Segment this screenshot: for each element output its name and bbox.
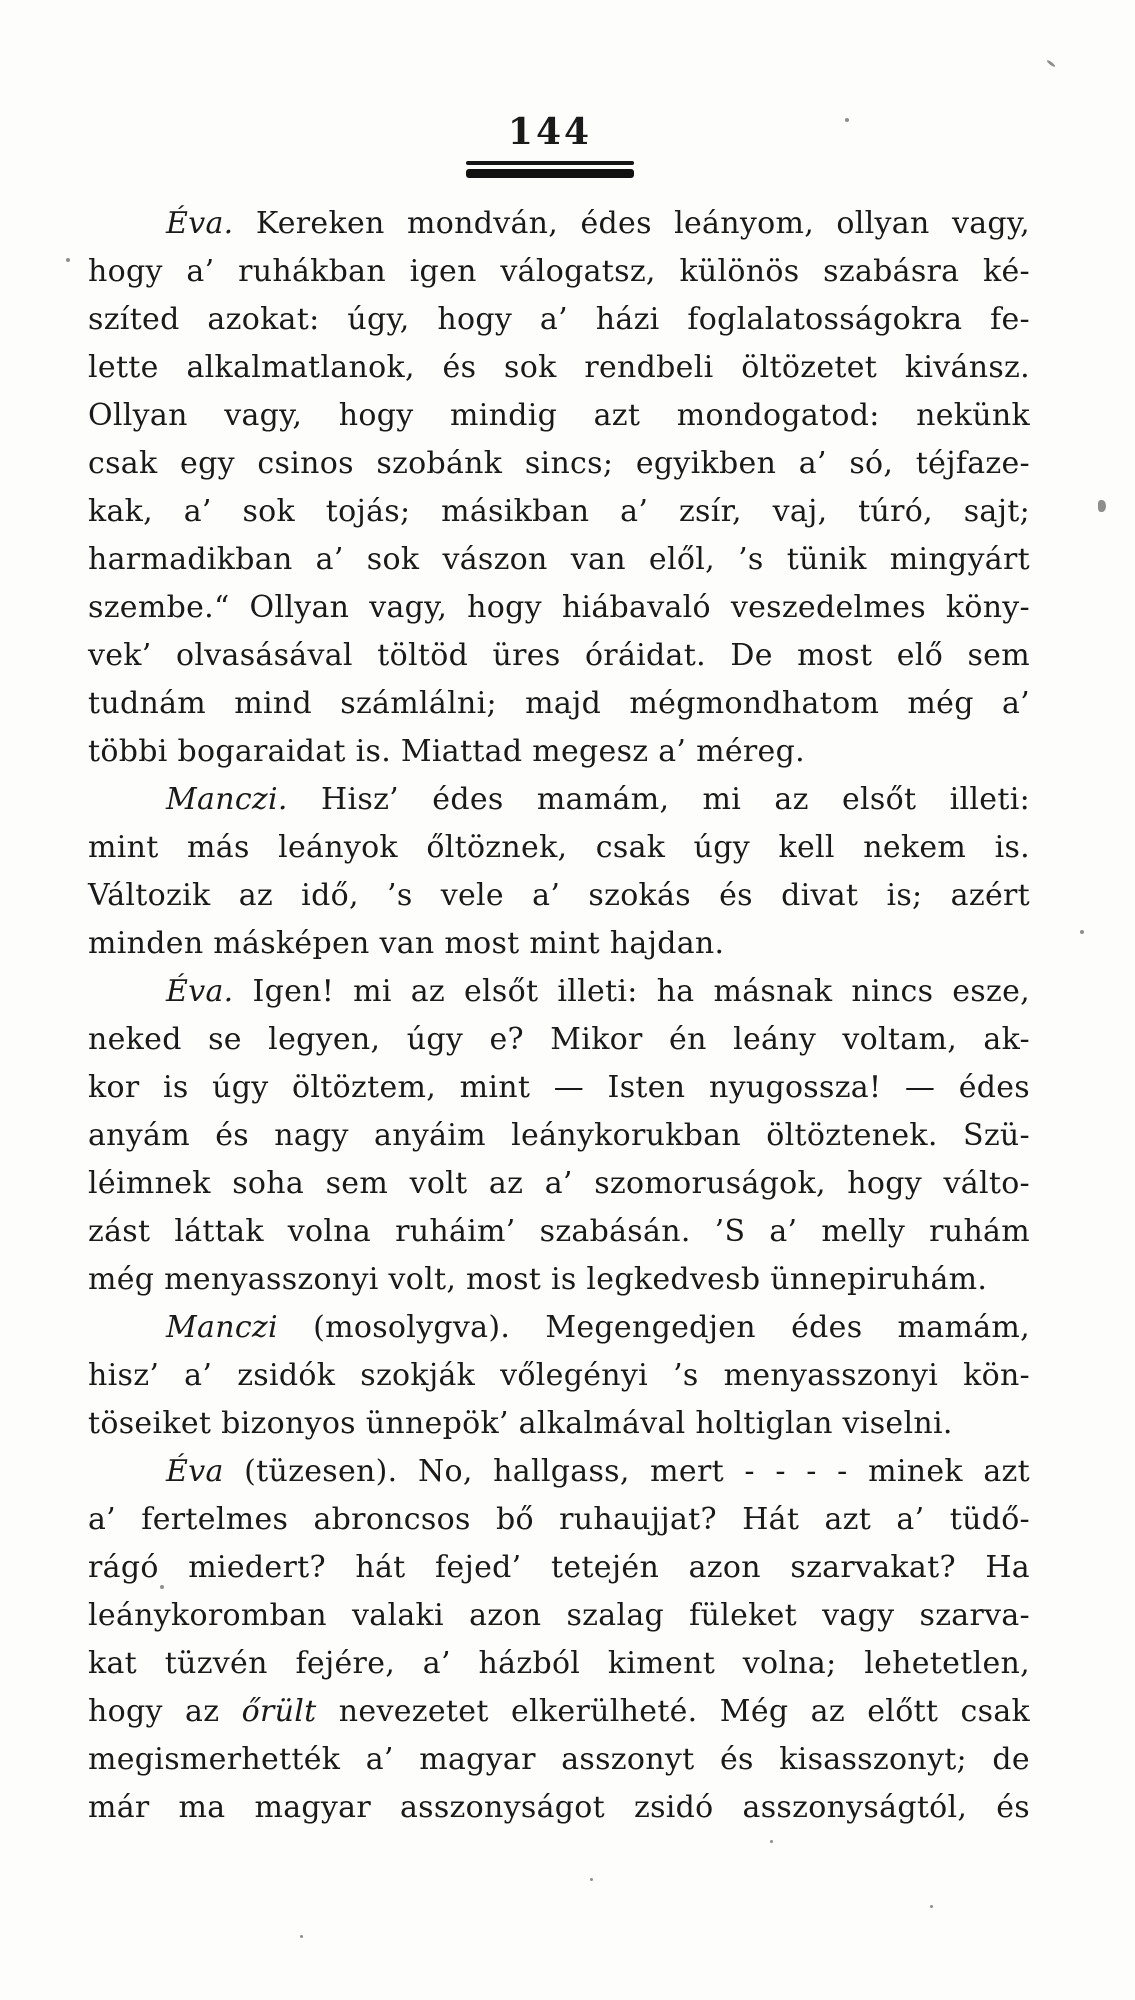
text-line [88, 1784, 1030, 1832]
body-text: zást láttak volna ruháim’ szabásán. ’S a’ melly ruhám [88, 1214, 1030, 1249]
text-line [88, 968, 1030, 1016]
body-text: léimnek soha sem volt az a’ szomoruságok, hogy válto- [88, 1166, 1030, 1201]
text-line [88, 1736, 1030, 1784]
text-line [88, 296, 1030, 344]
text-line [88, 248, 1030, 296]
scan-speck [770, 1840, 773, 1843]
text-line [88, 1064, 1030, 1112]
text-line [88, 344, 1030, 392]
body-text: (tüzesen). No, hallgass, mert - - - - minek azt [223, 1454, 1030, 1489]
scan-speck [1046, 59, 1056, 68]
text-line [88, 488, 1030, 536]
text-line [88, 1640, 1030, 1688]
text-line [88, 1208, 1030, 1256]
page-header [0, 112, 1100, 182]
text-line [88, 1016, 1030, 1064]
scan-speck [845, 118, 849, 122]
body-text: szembe.“ Ollyan vagy, hogy hiábavaló veszedelmes köny- [88, 590, 1030, 625]
text-line [88, 1592, 1030, 1640]
header-rule [466, 161, 634, 178]
body-text: kor is úgy öltöztem, mint — Isten nyugossza! — édes [88, 1070, 1030, 1105]
text-line [88, 1400, 1030, 1448]
text-line [88, 200, 1030, 248]
body-text: Igen! mi az elsőt illeti: ha másnak nincs esze, [233, 974, 1030, 1009]
page-number: 144 [507, 111, 593, 153]
body-text: hogy a’ ruhákban igen válogatsz, különös szabásra ké- [88, 254, 1030, 289]
text-line [88, 776, 1030, 824]
body-text: vek’ olvasásával töltöd üres óráidat. De most elő sem [88, 638, 1030, 673]
text-line [88, 1160, 1030, 1208]
body-text: rágó miedert? hát fejed’ tetején azon szarvakat? Ha [88, 1550, 1030, 1585]
body-text: hisz’ a’ zsidók szokják vőlegényi ’s menyasszonyi kön- [88, 1358, 1030, 1393]
body-text: még menyasszonyi volt, most is legkedvesb ünnepiruhám. [88, 1262, 988, 1297]
body-text: minden másképen van most mint hajdan. [88, 926, 725, 961]
text-line [88, 1112, 1030, 1160]
body-text: töseiket bizonyos ünnepök’ alkalmával holtiglan viselni. [88, 1406, 953, 1441]
body-text: Változik az idő, ’s vele a’ szokás és divat is; azért [88, 878, 1030, 913]
body-text: Hisz’ édes mamám, mi az elsőt illeti: [287, 782, 1030, 817]
italic-text: Manczi [166, 1310, 278, 1345]
body-text: megismerhették a’ magyar asszonyt és kisasszonyt; de [88, 1742, 1030, 1777]
body-text: lette alkalmatlanok, és sok rendbeli öltözetet kivánsz. [88, 350, 1030, 385]
header-rule-thick-bar [466, 169, 634, 178]
scan-speck [300, 1935, 303, 1938]
scan-speck [160, 1585, 164, 1589]
text-line [88, 392, 1030, 440]
header-rule-thin-bar [466, 161, 634, 165]
text-line [88, 1304, 1030, 1352]
text-line [88, 1544, 1030, 1592]
body-text: csak egy csinos szobánk sincs; egyikben a’ só, téjfaze- [88, 446, 1030, 481]
text-line [88, 872, 1030, 920]
body-text: hogy az [88, 1694, 242, 1729]
italic-text: Éva. [166, 974, 234, 1009]
italic-text: Manczi. [166, 782, 288, 817]
body-text: harmadikban a’ sok vászon van elől, ’s tünik mingyárt [88, 542, 1030, 577]
text-line [88, 536, 1030, 584]
scan-speck [1098, 500, 1106, 512]
body-text: anyám és nagy anyáim leánykorukban öltöztenek. Szü- [88, 1118, 1030, 1153]
text-line [88, 584, 1030, 632]
body-text: nevezetet elkerülheté. Még az előtt csak [316, 1694, 1031, 1729]
scan-speck [1080, 930, 1084, 934]
body-text: már ma magyar asszonyságot zsidó asszonyságtól, és [88, 1790, 1030, 1825]
body-text: többi bogaraidat is. Miattad megesz a’ méreg. [88, 734, 805, 769]
text-line [88, 1448, 1030, 1496]
text-line [88, 440, 1030, 488]
body-text: (mosolygva). Megengedjen édes mamám, [277, 1310, 1030, 1345]
body-text: Kereken mondván, édes leányom, ollyan vagy, [233, 206, 1030, 241]
body-text: tudnám mind számlálni; majd mégmondhatom még a’ [88, 686, 1030, 721]
text-line [88, 728, 1030, 776]
text-line [88, 920, 1030, 968]
page-text [88, 200, 1030, 1832]
scan-speck [930, 1905, 933, 1908]
body-text: Ollyan vagy, hogy mindig azt mondogatod: nekünk [88, 398, 1030, 433]
italic-text: Éva. [166, 206, 234, 241]
text-line [88, 824, 1030, 872]
body-text: kat tüzvén fejére, a’ házból kiment volna; lehetetlen, [88, 1646, 1030, 1681]
text-line [88, 632, 1030, 680]
scan-speck [66, 258, 70, 262]
italic-text: őrült [241, 1694, 317, 1729]
text-line [88, 680, 1030, 728]
body-text: neked se legyen, úgy e? Mikor én leány voltam, ak- [88, 1022, 1030, 1057]
text-line [88, 1496, 1030, 1544]
scan-speck [590, 1878, 593, 1881]
italic-text: Éva [166, 1454, 224, 1489]
text-line [88, 1352, 1030, 1400]
body-text: kak, a’ sok tojás; másikban a’ zsír, vaj, túró, sajt; [88, 494, 1030, 529]
text-line [88, 1688, 1030, 1736]
body-text: mint más leányok őltöznek, csak úgy kell nekem is. [88, 830, 1030, 865]
body-text: a’ fertelmes abroncsos bő ruhaujjat? Hát azt a’ tüdő- [88, 1502, 1030, 1537]
body-text: leánykoromban valaki azon szalag füleket vagy szarva- [88, 1598, 1030, 1633]
text-line [88, 1256, 1030, 1304]
body-text: szíted azokat: úgy, hogy a’ házi foglalatosságokra fe- [88, 302, 1030, 337]
